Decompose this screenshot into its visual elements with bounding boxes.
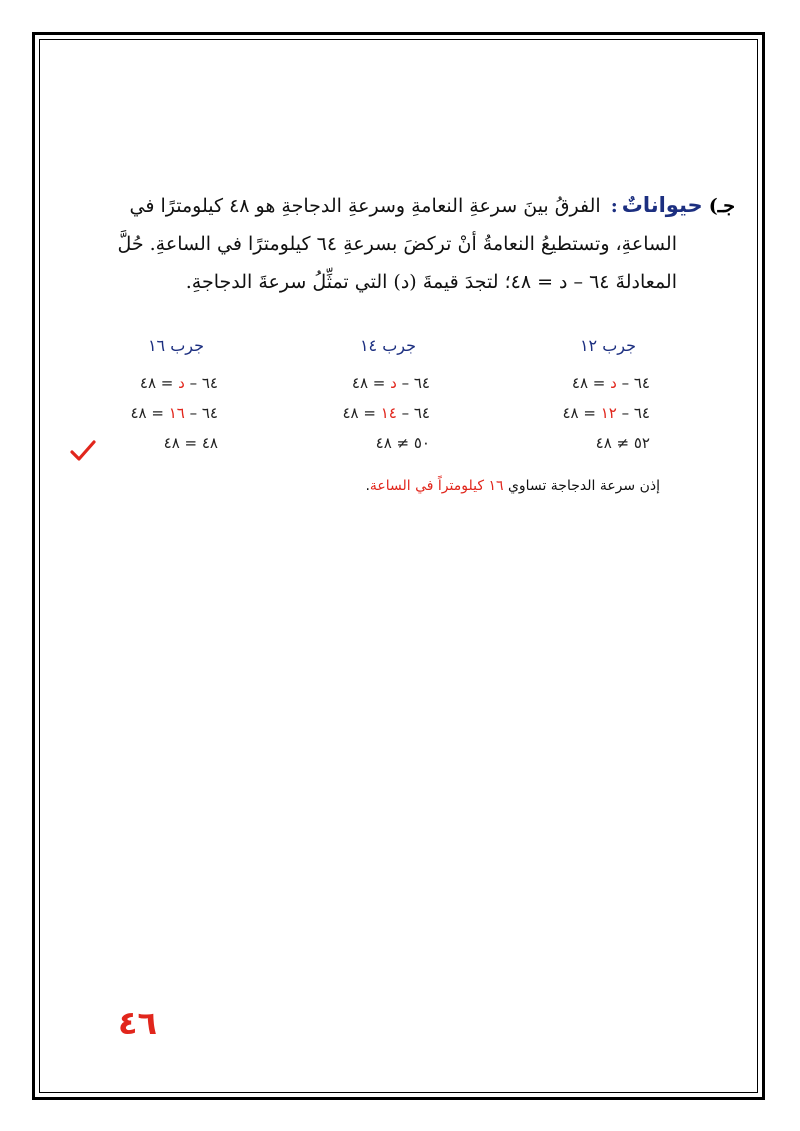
- problem-label: جـ): [708, 195, 735, 217]
- problem-text-1: الفرقُ بينَ سرعةِ النعامةِ وسرعةِ الدجاجةِ هو ٤٨ كيلومترًا في: [129, 195, 601, 217]
- checkmark-icon: [70, 440, 96, 462]
- trial-result-row: ٥٢ ≠ ٤٨: [595, 434, 650, 452]
- trial-result-row: ٥٠ ≠ ٤٨: [375, 434, 430, 452]
- conclusion-suffix: .: [365, 478, 370, 494]
- trial-substitution-row: ٦٤ – ١٢ = ٤٨: [562, 404, 650, 422]
- conclusion-prefix: إذن سرعة الدجاجة تساوي: [503, 478, 660, 494]
- problem-statement: [80, 186, 735, 301]
- conclusion-highlight: ١٦ كيلومتراً في الساعة: [369, 478, 504, 494]
- problem-colon: :: [610, 195, 618, 217]
- conclusion-text: [360, 478, 660, 494]
- trial-equation-row: ٦٤ – د = ٤٨: [139, 374, 218, 392]
- trial-column-14: [270, 334, 430, 458]
- problem-line-3: المعادلةَ ٦٤ – د = ٤٨؛ لتجدَ قيمةَ (د) التي تمثِّلُ سرعةَ الدجاجةِ.: [185, 271, 677, 293]
- page-number: ٤٦: [118, 1004, 158, 1042]
- trial-equation-row: ٦٤ – د = ٤٨: [351, 374, 430, 392]
- trial-substitution-row: ٦٤ – ١٤ = ٤٨: [342, 404, 430, 422]
- trial-heading: جرب ١٢: [579, 336, 636, 355]
- problem-topic: حيواناتٌ: [621, 193, 703, 217]
- problem-line-2: الساعةِ، وتستطيعُ النعامةُ أنْ تركضَ بسرعةِ ٦٤ كيلومترًا في الساعةِ. حُلَّ: [117, 233, 677, 255]
- trial-column-12: [490, 334, 650, 458]
- trial-substitution-row: ٦٤ – ١٦ = ٤٨: [130, 404, 218, 422]
- problem-line-1: [80, 186, 735, 225]
- trial-result-row: ٤٨ = ٤٨: [163, 434, 218, 452]
- trial-heading: جرب ١٦: [147, 336, 204, 355]
- trial-heading: جرب ١٤: [359, 336, 416, 355]
- trial-equation-row: ٦٤ – د = ٤٨: [571, 374, 650, 392]
